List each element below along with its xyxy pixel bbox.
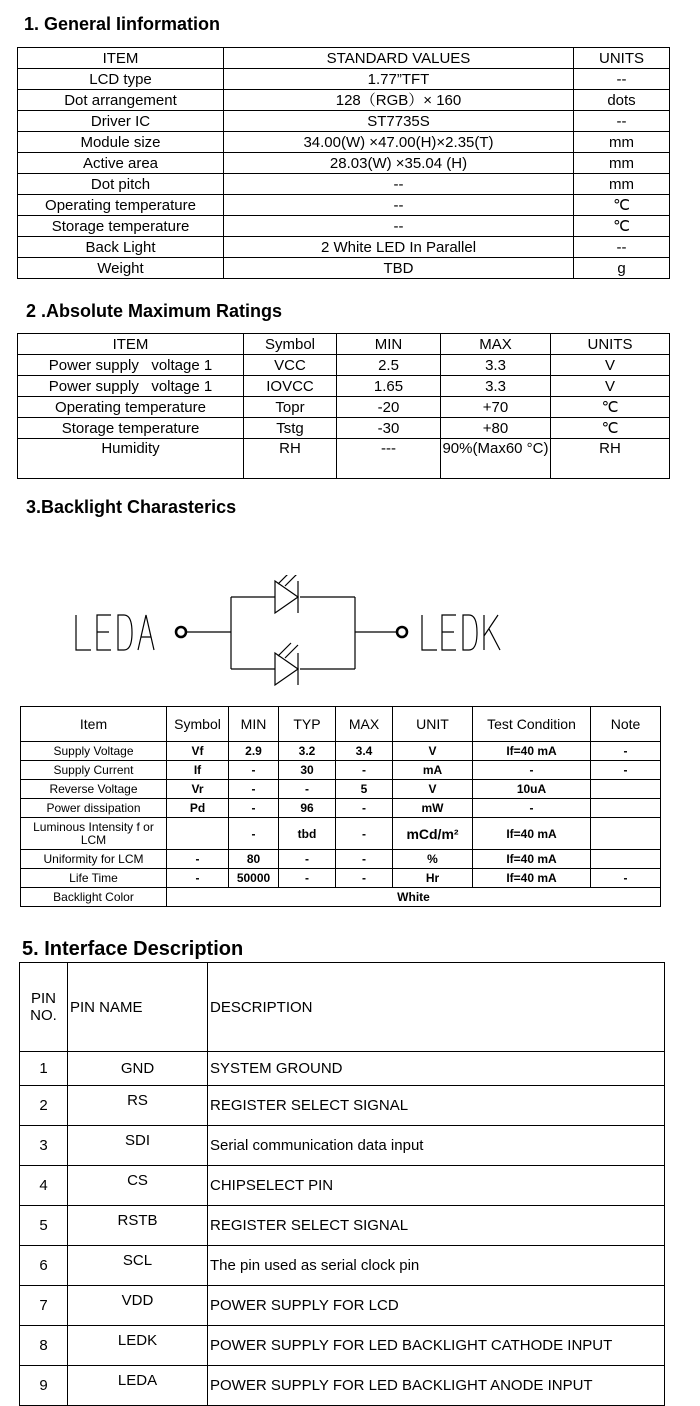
table-cell: ST7735S [224, 111, 574, 132]
table-cell: Backlight Color [21, 888, 167, 907]
table-cell: Dot arrangement [18, 90, 224, 111]
table-cell: CHIPSELECT PIN [208, 1166, 665, 1206]
table-cell: 1.77”TFT [224, 69, 574, 90]
table-cell: Driver IC [18, 111, 224, 132]
table-row [18, 153, 670, 174]
table-row [18, 111, 670, 132]
table-cell: 4 [20, 1166, 68, 1206]
table-cell: V [551, 355, 670, 376]
table-cell: SYSTEM GROUND [208, 1052, 665, 1086]
table-cell: ℃ [551, 418, 670, 439]
absolute-max-ratings-table [17, 333, 670, 479]
general-info-table [17, 47, 670, 279]
table-cell: REGISTER SELECT SIGNAL [208, 1086, 665, 1126]
table-cell: - [591, 761, 661, 780]
table-header-row [21, 707, 661, 742]
header-cell: MIN [229, 707, 279, 742]
table-cell: The pin used as serial clock pin [208, 1246, 665, 1286]
table-cell: -- [224, 195, 574, 216]
table-cell: -- [224, 174, 574, 195]
table-cell: -20 [337, 397, 441, 418]
section1-title: 1. General Iinformation [24, 14, 221, 34]
table-cell: Module size [18, 132, 224, 153]
table-cell: mm [574, 132, 670, 153]
table-cell: Hr [393, 869, 473, 888]
table-cell: 3 [20, 1126, 68, 1166]
table-cell: VCC [244, 355, 337, 376]
header-cell: MAX [336, 707, 393, 742]
table-row [20, 1326, 665, 1366]
table-cell: -- [574, 69, 670, 90]
table-cell: RSTB [68, 1206, 208, 1246]
header-cell: Test Condition [473, 707, 591, 742]
table-cell [591, 799, 661, 818]
table-cell [167, 818, 229, 850]
table-cell: POWER SUPPLY FOR LCD [208, 1286, 665, 1326]
table-cell: V [393, 780, 473, 799]
table-cell: 80 [229, 850, 279, 869]
table-cell: - [336, 850, 393, 869]
table-cell: - [279, 850, 336, 869]
header-cell: STANDARD VALUES [224, 48, 574, 69]
table-row [18, 195, 670, 216]
table-row [18, 69, 670, 90]
header-cell: UNIT [393, 707, 473, 742]
table-cell: 3.4 [336, 742, 393, 761]
table-cell: VDD [68, 1286, 208, 1326]
table-cell: Storage temperature [18, 418, 244, 439]
table-cell: 2 White LED In Parallel [224, 237, 574, 258]
header-cell: Symbol [244, 334, 337, 355]
table-cell: - [473, 761, 591, 780]
table-cell: If=40 mA [473, 850, 591, 869]
table-cell: mCd/m² [393, 818, 473, 850]
table-cell: - [229, 761, 279, 780]
table-cell: tbd [279, 818, 336, 850]
interface-description-table [19, 962, 665, 1406]
ledk-label-drawing [422, 615, 500, 650]
header-cell: UNITS [574, 48, 670, 69]
table-row [18, 174, 670, 195]
table-cell: 5 [336, 780, 393, 799]
header-cell: Item [21, 707, 167, 742]
table-row [18, 418, 670, 439]
table-cell: Vr [167, 780, 229, 799]
table-cell: - [229, 780, 279, 799]
header-cell: MIN [337, 334, 441, 355]
table-cell [591, 818, 661, 850]
table-header-row [18, 48, 670, 69]
table-cell: - [336, 869, 393, 888]
table-cell: 28.03(W) ×35.04 (H) [224, 153, 574, 174]
table-cell: RH [244, 439, 337, 479]
table-cell: POWER SUPPLY FOR LED BACKLIGHT ANODE INPUT [208, 1366, 665, 1406]
table-cell: Reverse Voltage [21, 780, 167, 799]
table-row [20, 1366, 665, 1406]
table-cell: ℃ [574, 216, 670, 237]
table-cell: g [574, 258, 670, 279]
table-row [18, 258, 670, 279]
table-cell: 6 [20, 1246, 68, 1286]
table-cell: ℃ [551, 397, 670, 418]
table-cell: - [473, 799, 591, 818]
table-cell: V [551, 376, 670, 397]
table-cell: mm [574, 174, 670, 195]
table-cell: If=40 mA [473, 869, 591, 888]
table-cell: Life Time [21, 869, 167, 888]
table-row [18, 216, 670, 237]
backlight-circuit-diagram [60, 575, 530, 697]
table-row [18, 237, 670, 258]
table-cell: White [167, 888, 661, 907]
table-cell: -- [574, 237, 670, 258]
table-row [20, 1246, 665, 1286]
header-cell: ITEM [18, 48, 224, 69]
header-cell: Note [591, 707, 661, 742]
table-row [20, 1286, 665, 1326]
table-cell: If=40 mA [473, 742, 591, 761]
leda-terminal [176, 627, 186, 637]
table-row [20, 1166, 665, 1206]
table-row [21, 780, 661, 799]
table-cell: IOVCC [244, 376, 337, 397]
table-cell: 30 [279, 761, 336, 780]
table-cell: Pd [167, 799, 229, 818]
table-cell: Serial communication data input [208, 1126, 665, 1166]
table-row [18, 132, 670, 153]
table-cell: 3.2 [279, 742, 336, 761]
table-cell: Power dissipation [21, 799, 167, 818]
table-cell: - [591, 742, 661, 761]
table-row [20, 1052, 665, 1086]
table-cell: 9 [20, 1366, 68, 1406]
table-cell: mm [574, 153, 670, 174]
header-cell: UNITS [551, 334, 670, 355]
table-cell: LEDK [68, 1326, 208, 1366]
table-row [18, 376, 670, 397]
table-cell: - [167, 850, 229, 869]
table-cell: Supply Voltage [21, 742, 167, 761]
table-cell: -- [574, 111, 670, 132]
table-cell: dots [574, 90, 670, 111]
table-cell: 10uA [473, 780, 591, 799]
header-cell: TYP [279, 707, 336, 742]
header-cell: MAX [441, 334, 551, 355]
table-cell: POWER SUPPLY FOR LED BACKLIGHT CATHODE INPUT [208, 1326, 665, 1366]
table-cell: 3.3 [441, 376, 551, 397]
header-cell: PIN NO. [20, 963, 68, 1052]
table-cell: GND [68, 1052, 208, 1086]
table-cell: +70 [441, 397, 551, 418]
table-cell: Operating temperature [18, 397, 244, 418]
table-cell: RH [551, 439, 670, 479]
table-cell: Storage temperature [18, 216, 224, 237]
section3-title: 3.Backlight Charasterics [26, 497, 237, 517]
table-cell: SCL [68, 1246, 208, 1286]
table-cell: - [229, 818, 279, 850]
table-cell [591, 850, 661, 869]
table-header-row [20, 963, 665, 1052]
circuit-label-text: LEDALEDK [60, 693, 66, 694]
table-cell: - [279, 780, 336, 799]
table-row [20, 1086, 665, 1126]
table-cell: 5 [20, 1206, 68, 1246]
table-cell: Active area [18, 153, 224, 174]
table-row [20, 1126, 665, 1166]
table-cell: 96 [279, 799, 336, 818]
table-row [21, 799, 661, 818]
table-cell: Humidity [18, 439, 244, 479]
table-cell: Power supply voltage 1 [18, 376, 244, 397]
table-cell: - [336, 818, 393, 850]
table-cell: LEDA [68, 1366, 208, 1406]
header-cell: DESCRIPTION [208, 963, 665, 1052]
table-cell: mA [393, 761, 473, 780]
table-cell: Supply Current [21, 761, 167, 780]
header-cell: PIN NAME [68, 963, 208, 1052]
table-cell: Weight [18, 258, 224, 279]
table-cell: LCD type [18, 69, 224, 90]
section5-title: 5. Interface Description [22, 938, 244, 960]
table-cell: 8 [20, 1326, 68, 1366]
header-cell: ITEM [18, 334, 244, 355]
table-row [18, 397, 670, 418]
table-cell: 1 [20, 1052, 68, 1086]
table-cell: % [393, 850, 473, 869]
table-cell: -30 [337, 418, 441, 439]
table-cell: - [229, 799, 279, 818]
table-cell: Topr [244, 397, 337, 418]
table-cell: - [279, 869, 336, 888]
table-cell: CS [68, 1166, 208, 1206]
table-cell: Dot pitch [18, 174, 224, 195]
table-row [20, 1206, 665, 1246]
table-cell: 3.3 [441, 355, 551, 376]
table-cell [591, 780, 661, 799]
table-cell: - [167, 869, 229, 888]
table-row [18, 439, 670, 479]
table-cell: If=40 mA [473, 818, 591, 850]
table-cell: - [336, 761, 393, 780]
table-cell: TBD [224, 258, 574, 279]
table-cell: 90%(Max60 °C) [441, 439, 551, 479]
table-cell: 128（RGB）× 160 [224, 90, 574, 111]
table-cell: -- [224, 216, 574, 237]
table-cell: mW [393, 799, 473, 818]
leda-label-drawing [76, 615, 154, 650]
table-row [21, 818, 661, 850]
table-row [18, 355, 670, 376]
table-cell: 34.00(W) ×47.00(H)×2.35(T) [224, 132, 574, 153]
table-cell: +80 [441, 418, 551, 439]
table-cell: 2.9 [229, 742, 279, 761]
table-row [21, 869, 661, 888]
table-row [21, 850, 661, 869]
table-cell: Vf [167, 742, 229, 761]
table-row [21, 742, 661, 761]
table-cell: --- [337, 439, 441, 479]
table-cell: Operating temperature [18, 195, 224, 216]
table-cell: SDI [68, 1126, 208, 1166]
table-cell: - [336, 799, 393, 818]
table-cell: 50000 [229, 869, 279, 888]
ledk-terminal [397, 627, 407, 637]
table-cell: Uniformity for LCM [21, 850, 167, 869]
table-cell: V [393, 742, 473, 761]
table-cell: RS [68, 1086, 208, 1126]
table-cell: Luminous Intensity f or LCM [21, 818, 167, 850]
led-1-icon [275, 581, 298, 613]
table-cell: If [167, 761, 229, 780]
header-cell: Symbol [167, 707, 229, 742]
backlight-characteristics-table [20, 706, 661, 907]
table-cell: Tstg [244, 418, 337, 439]
table-cell: 7 [20, 1286, 68, 1326]
section2-title: 2 .Absolute Maximum Ratings [26, 301, 283, 321]
table-cell: 1.65 [337, 376, 441, 397]
table-cell: ℃ [574, 195, 670, 216]
table-cell: 2.5 [337, 355, 441, 376]
table-cell: REGISTER SELECT SIGNAL [208, 1206, 665, 1246]
table-cell: Power supply voltage 1 [18, 355, 244, 376]
table-row [21, 888, 661, 907]
led-2-icon [275, 653, 298, 685]
table-cell: 2 [20, 1086, 68, 1126]
table-header-row [18, 334, 670, 355]
table-row [18, 90, 670, 111]
table-cell: Back Light [18, 237, 224, 258]
table-row [21, 761, 661, 780]
table-cell: - [591, 869, 661, 888]
